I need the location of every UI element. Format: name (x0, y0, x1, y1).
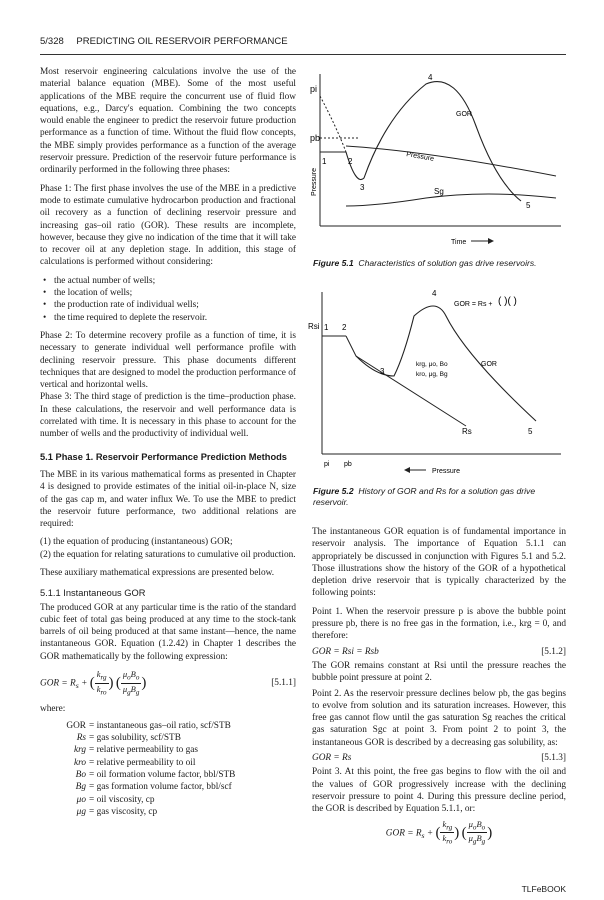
caption-label: Figure 5.2 (313, 486, 354, 496)
definition-text: = oil formation volume factor, bbl/STB (89, 769, 236, 780)
pressure-label: Pressure (405, 151, 435, 163)
pressure-early (320, 96, 346, 152)
point-3-label: 3 (380, 367, 385, 376)
relations-list (40, 536, 296, 561)
footer-watermark: TLFeBOOK (521, 884, 566, 894)
definition-symbol: kro (73, 757, 86, 768)
caption-text: History of GOR and Rs for a solution gas drive reservoir. (313, 486, 536, 507)
list-item: (1) the equation of producing (instantaneous) GOR; (40, 537, 233, 548)
definition-symbol: μg (76, 806, 86, 817)
equation-number: [5.1.3] (541, 753, 566, 764)
rsi-label: Rsi (308, 322, 320, 331)
list-item: • the production rate of individual wells; (54, 299, 296, 311)
intro-paragraph: Most reservoir engineering calculations involve the use of the material balance equation (MBE). Some of the most useful applications of the MBE require the concurrent use of fluid flow equations, e.g., Darcy's equation. Combining the two concepts would enable the engineer to predict the reservoir future production performance as a function of time. Without the fluid flow concepts, the MBE simply provides performance as a function of the average reservoir pressure. Prediction of the reservoir future performance is ordinarily performed in the following three phases: (40, 67, 296, 176)
figure-5-2 (306, 286, 568, 480)
equation-text: GOR = Rs (312, 753, 352, 764)
definition-symbol: Bg (75, 782, 86, 793)
definition-row (40, 720, 296, 732)
definition-text: = instantaneous gas–oil ratio, scf/STB (89, 720, 231, 731)
point-5-label: 5 (526, 201, 531, 210)
definition-text: = relative permeability to oil (89, 757, 196, 768)
pb-label: pb (344, 461, 352, 468)
pi-label: pi (310, 84, 318, 94)
definition-symbol: μo (76, 794, 86, 805)
equation-subscript: s (75, 681, 79, 691)
parameter-label: kro, μg, Bg (416, 371, 448, 378)
gor-label: GOR (456, 111, 472, 118)
x-axis-label: Pressure (432, 468, 461, 475)
pb-label: pb (310, 133, 321, 143)
equation-gor: GOR = $R_s$ + ( $\frac{k_{rg}}{k_{ro}}$ ) ( $\frac{\mu_oB_o}{\mu_gB_g}$ ) (385, 818, 493, 846)
definition-text: = gas solubility, scf/STB (89, 733, 181, 744)
definition-symbol: GOR (66, 720, 86, 731)
right-column (312, 526, 566, 849)
equation-5-1-3 (312, 752, 566, 764)
x-axis-label: Time (451, 239, 467, 246)
point1-paragraph: Point 1. When the reservoir pressure p is above the bubble point pressure pb, there is no free gas in the formation, i.e., krg = 0, and therefore: (312, 606, 566, 642)
definition-text: = oil viscosity, cp (89, 794, 155, 805)
section-paragraph: The MBE in its various mathematical forms as presented in Chapter 4 is designed to provide estimates of the initial oil-in-place N, size of the gas cap m, and water influx We. To use the MBE to predict the reservoir future performance, two additional relations are required: (40, 469, 296, 530)
running-header (40, 36, 566, 55)
caption-text: Characteristics of solution gas drive reservoirs. (358, 258, 537, 268)
pi-label: pi (324, 461, 330, 468)
equation-5-1-2 (312, 646, 566, 658)
arrow-head-icon (488, 238, 494, 244)
parameter-label: krg, μo, Bo (416, 361, 448, 368)
left-column (40, 66, 296, 822)
list-item: • the actual number of wells; (54, 275, 296, 287)
phase1-paragraph: Phase 1: The first phase involves the use of the MBE in a predictive mode to estimate cumulative hydrocarbon production and fractional oil recovery as a function of declining reservoir pressure and increasing gas–oil ratio (GOR). These results are incomplete, however, because they give no indication of the time that it will take to recover oil at any depletion stage. In addition, this stage of calculations is performed without considering: (40, 183, 296, 268)
phase3-paragraph: Phase 3: The third stage of prediction is the time–production phase. In these calculations, the reservoir and well performance data is correlated with time. It is necessary in this phase to account for the number of wells and the productivity of individual well. (40, 392, 296, 440)
figure-5-1-caption (313, 258, 563, 269)
definition-row (40, 732, 296, 744)
equation-number: [5.1.1] (271, 678, 296, 689)
gor-label: GOR (481, 361, 497, 368)
point2-paragraph: Point 2. As the reservoir pressure declines below pb, the gas begins to evolve from solution and its saturation increases. However, this free gas cannot flow until the gas saturation Sg reaches the critical gas saturation Sgc at point 3. From point 2 to point 3, the instantaneous GOR is described by a decreasing gas solubility, as: (312, 688, 566, 748)
equation-5-1-1: GOR = $R_s$ + ( $\frac{k_{rg}}{k_{ro}}$ ) ( $\frac{\mu_oB_o}{\mu_gB_g}$ ) [5.1.1] (40, 669, 296, 697)
pressure-curve (346, 146, 556, 176)
sg-curve (346, 194, 556, 206)
importance-paragraph: The instantaneous GOR equation is of fundamental importance in reservoir analysis. The importance of Equation 5.1.1 can appropriately be discussed in conjunction with Figures 5.1 and 5.2. Those illustrations show the history of the GOR of a hypothetical depletion drive reservoir that is typically characterized by the following points: (312, 527, 566, 599)
where-label: where: (40, 704, 66, 715)
arrow-head-icon (404, 467, 410, 473)
definition-row (40, 781, 296, 793)
rs-label: Rs (462, 427, 472, 436)
subsection-heading: 5.1.1 Instantaneous GOR (40, 588, 146, 599)
definitions-list (40, 720, 296, 818)
point-2-label: 2 (342, 323, 347, 332)
equation-lhs: GOR = R (40, 678, 76, 689)
list-item: • the location of wells; (54, 287, 296, 299)
equation-number: [5.1.2] (541, 646, 566, 657)
rs-curve (346, 336, 466, 426)
point-5-label: 5 (528, 427, 533, 436)
definition-row (40, 757, 296, 769)
definition-row (40, 769, 296, 781)
definition-symbol: Rs (76, 733, 86, 744)
point-2-label: 2 (348, 157, 353, 166)
gor-formula: GOR = Rs + (454, 301, 493, 308)
caption-label: Figure 5.1 (313, 258, 354, 268)
definition-text: = gas viscosity, cp (89, 806, 158, 817)
considerations-list (40, 275, 296, 324)
definition-symbol: Bo (75, 769, 86, 780)
gor-paragraph: The produced GOR at any particular time is the ratio of the standard cubic feet of total gas being produced at any time to the stock-tank barrels of oil being produced at that same instant—hence, the name instantaneous GOR. Equation (1.2.42) in Chapter 1 describes the GOR mathematically by the following expression: (40, 602, 296, 662)
definition-row (40, 806, 296, 818)
gor-curve (346, 82, 521, 201)
definition-row (40, 794, 296, 806)
point-1-label: 1 (322, 157, 327, 166)
chapter-title: PREDICTING OIL RESERVOIR PERFORMANCE (76, 36, 288, 47)
point-4-label: 4 (432, 289, 437, 298)
figure-5-2-caption (313, 486, 563, 508)
section-heading: 5.1 Phase 1. Reservoir Performance Prediction Methods (40, 451, 287, 462)
auxiliary-paragraph: These auxiliary mathematical expressions are presented below. (40, 567, 275, 578)
definition-symbol: krg (73, 745, 86, 756)
definition-text: = gas formation volume factor, bbl/scf (89, 782, 232, 793)
page-number: 5/328 (40, 36, 64, 47)
constant-gor-paragraph: The GOR remains constant at Rsi until the pressure reaches the bubble point pressure at point 2. (312, 660, 566, 684)
definition-text: = relative permeability to gas (89, 745, 199, 756)
list-item: • the time required to deplete the reservoir. (54, 312, 296, 324)
definition-row (40, 744, 296, 756)
point-1-label: 1 (324, 323, 329, 332)
figure-5-1 (306, 66, 568, 252)
formula-paren-icon: ( )( ) (498, 296, 517, 307)
y-axis-label: Pressure (311, 167, 318, 196)
point-4-label: 4 (428, 73, 433, 82)
sg-label: Sg (434, 187, 444, 196)
point3-paragraph: Point 3. At this point, the free gas begins to flow with the oil and the values of GOR progressively increase with the declining reservoir pressure to point 4. During this pressure decline period, the GOR is described by Equation 5.1.1, or: (312, 767, 566, 815)
equation-text: GOR = Rsi = Rsb (312, 646, 379, 657)
phase2-paragraph: Phase 2: To determine recovery profile as a function of time, it is necessary to generate individual well performance profile with declining reservoir pressure. This phase documents different techniques that are designed to model the production performance of vertical and horizontal wells. (40, 330, 296, 391)
list-item: (2) the equation for relating saturations to cumulative oil production. (40, 549, 296, 560)
equation-lhs: GOR = R (385, 827, 422, 838)
point-3-label: 3 (360, 183, 365, 192)
